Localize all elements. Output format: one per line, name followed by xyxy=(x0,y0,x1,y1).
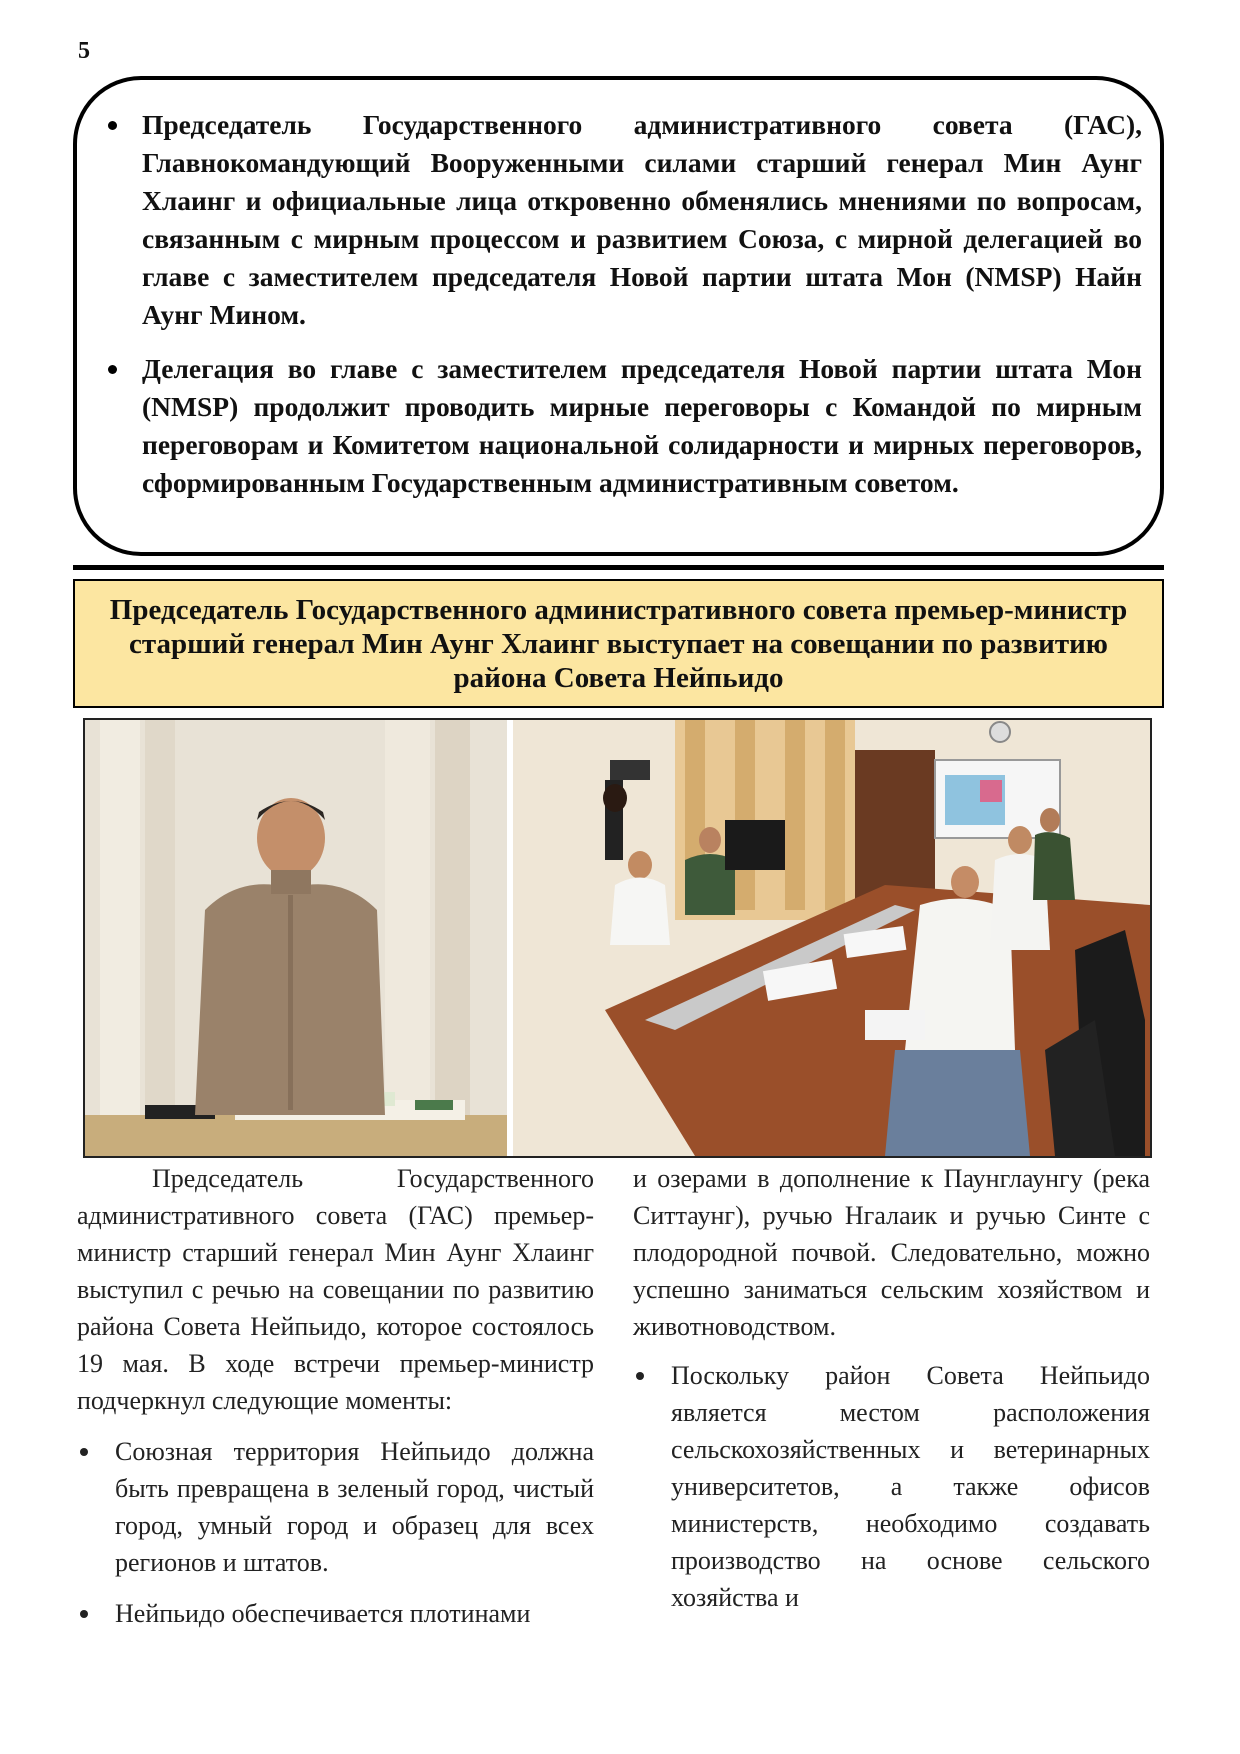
summary-bullet-1: Председатель Государственного административного совета (ГАС), Главнокомандующий Вооруженными силами старший генерал Мин Аунг Хлаинг и официальные лица откровенно обменялись мнениями по вопросам, связанным с мирным процессом и развитием Союза, с мирной делегацией во главе с заместителем председателя Новой партии штата Мон (NMSP) Найн Аунг Мином. xyxy=(142,106,1142,334)
page-number: 5 xyxy=(78,38,90,64)
article-column-left xyxy=(77,1160,594,1632)
article-intro: Председатель Государственного административного совета (ГАС) премьер-министр старший генерал Мин Аунг Хлаинг выступил с речью на совещании по развитию района Совета Нейпьидо, которое состоялось 19 мая. В ходе встречи премьер-министр подчеркнул следующие моменты: xyxy=(77,1164,594,1415)
article-bullet-2-start: Нейпьидо обеспечивается плотинами xyxy=(77,1595,594,1632)
article-bullet-1: Союзная территория Нейпьидо должна быть превращена в зеленый город, чистый город, умный город и образец для всех регионов и штатов. xyxy=(77,1433,594,1581)
section-divider xyxy=(73,565,1164,570)
meeting-photo xyxy=(83,718,1152,1158)
article-bullet-2-continued: и озерами в дополнение к Паунглаунгу (река Ситтаунг), ручью Нгалаик и ручью Синте с плодородной почвой. Следовательно, можно успешно заниматься сельским хозяйством и животноводством. xyxy=(633,1164,1150,1341)
speaker-photo xyxy=(85,720,510,1156)
summary-box xyxy=(73,76,1164,556)
article-column-right xyxy=(633,1160,1150,1616)
headline-box xyxy=(73,579,1164,708)
summary-bullet-2: Делегация во главе с заместителем председателя Новой партии штата Мон (NMSP) продолжит проводить мирные переговоры с Командой по мирным переговорам и Комитетом национальной солидарности и мирных переговоров, сформированным Государственным административным советом. xyxy=(142,350,1142,502)
article-list-left xyxy=(77,1433,594,1632)
headline: Председатель Государственного административного совета премьер-министр старший генерал Мин Аунг Хлаинг выступает на совещании по развитию района Совета Нейпьидо xyxy=(109,593,1128,694)
article-list-right xyxy=(633,1357,1150,1616)
article-bullet-3: Поскольку район Совета Нейпьидо является местом расположения сельскохозяйственных и ветеринарных университетов, а также офисов министерств, необходимо создавать производство на основе сельского хозяйства и xyxy=(633,1357,1150,1616)
meeting-room-photo xyxy=(513,720,1150,1156)
